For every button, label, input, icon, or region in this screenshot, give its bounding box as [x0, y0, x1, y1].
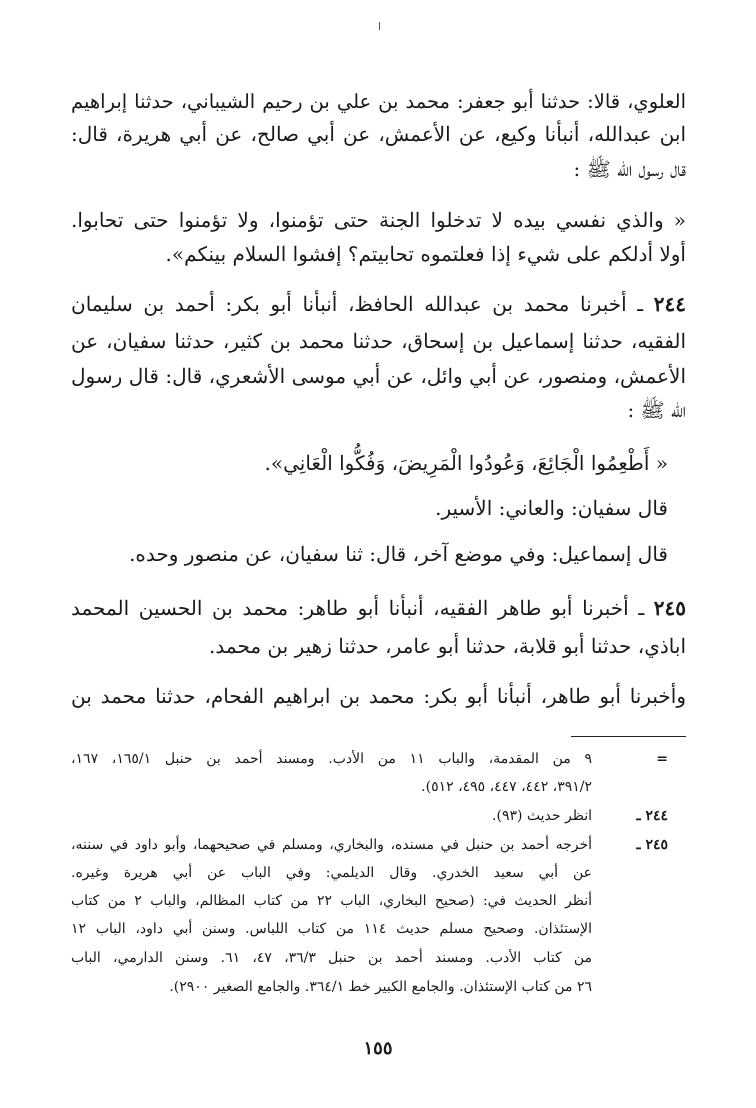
footnote-line: أخرجه أحمد بن حنبل في مسنده، والبخاري، ومسلم في صحيحهما، وأبو داود في سننه،: [71, 837, 592, 853]
footnote-line: الإستئذان. وصحيح مسلم حديث ١١٤ من كتاب اللباس. وسنن أبي داود، الباب ١٢: [71, 921, 592, 937]
hadith-dash: ـ: [628, 596, 654, 620]
text-line: قال سفيان: والعاني: الأسير.: [435, 496, 668, 520]
isnad-text: أخبرنا أبو طاهر الفقيه، أنبأنا أبو طاهر: محمد بن الحسين المحمد: [71, 596, 629, 620]
top-crop-mark: [379, 22, 380, 30]
text-line: وأخبرنا أبو طاهر، أنبأنا أبو بكر: محمد بن ابراهيم الفحام، حدثنا محمد بن: [71, 684, 686, 708]
footnote-line: ٢٦ من كتاب الإستئذان. والجامع الكبير خط ٣٦٤/١. والجامع الصغير ٢٩٠٠).: [169, 979, 592, 995]
text-line: قال رسول الله ﷺ :: [573, 157, 686, 181]
hadith-text-line: أولا أدلكم على شيء إذا فعلتموه تحابيتم؟ إفشوا السلام بينكم».: [165, 242, 686, 266]
footnote-separator: [571, 736, 686, 737]
hadith-number: ٢٤٤: [653, 292, 686, 316]
footnote-line: عن أبي سعيد الخدري. وقال الديلمي: وفي الباب عن أبي هريرة وغيره.: [71, 865, 592, 881]
footnote-line: ٩ من المقدمة، والباب ١١ من الأدب. ومسند أحمد بن حنبل ١٦٥/١، ١٦٧،: [71, 751, 592, 767]
text-line: الأعمش، ومنصور، عن أبي وائل، عن أبي موسى الأشعري، قال: قال رسول: [71, 364, 686, 388]
hadith-text-line: « والذي نفسي بيده لا تدخلوا الجنة حتى تؤمنوا، ولا تؤمنوا حتى تحابوا.: [71, 208, 686, 232]
footnote-line: أنظر الحديث في: (صحيح البخاري، الباب ٢٢ من كتاب المظالم، والباب ٢ من كتاب: [71, 893, 592, 909]
footnote-continuation-mark: =: [656, 751, 668, 767]
text-line: اباذي، حدثنا أبو قلابة، حدثنا أبو عامر، حدثنا زهير بن محمد.: [209, 634, 686, 658]
footnote-number: ٢٤٤ ـ: [636, 808, 668, 824]
text-line: ابن عبدالله، أنبأنا وكيع، عن الأعمش، عن أبي صالح، عن أبي هريرة، قال:: [71, 122, 686, 146]
footnote-line: من كتاب الأدب. ومسند أحمد بن حنبل ٣٦/٣، ٤٧، ٦١. وسنن الدارمي، الباب: [71, 950, 593, 966]
hadith-dash: ـ: [626, 292, 654, 316]
text-line: الله ﷺ :: [627, 398, 686, 422]
hadith-text-line: « أَطْعِمُوا الْجَائِعَ، وَعُودُوا الْمَرِيضَ، وَفُكُّوا الْعَانِي».: [264, 451, 668, 475]
text-line: قال إسماعيل: وفي موضع آخر، قال: ثنا سفيان، عن منصور وحده.: [129, 542, 668, 566]
text-line: العلوي، قالا: حدثنا أبو جعفر: محمد بن علي بن رحيم الشيباني، حدثنا إبراهيم: [71, 90, 686, 113]
hadith-number: ٢٤٥: [653, 596, 687, 620]
footnote-number: ٢٤٥ ـ: [636, 837, 668, 853]
hadith-244-heading: [71, 290, 686, 318]
isnad-text: أخبرنا محمد بن عبدالله الحافظ، أنبأنا أبو بكر: أحمد بن سليمان: [71, 292, 627, 316]
footnote-line: ٣٩١/٢، ٤٤٢، ٤٤٧، ٤٩٥، ٥١٢).: [421, 779, 592, 795]
hadith-245-heading: [71, 594, 686, 622]
footnote-line: انظر حديث (٩٣).: [492, 808, 592, 824]
text-line: الفقيه، حدثنا إسماعيل بن إسحاق، حدثنا محمد بن كثير، حدثنا سفيان، عن: [71, 329, 686, 353]
page-number: ١٥٥: [363, 1038, 393, 1059]
